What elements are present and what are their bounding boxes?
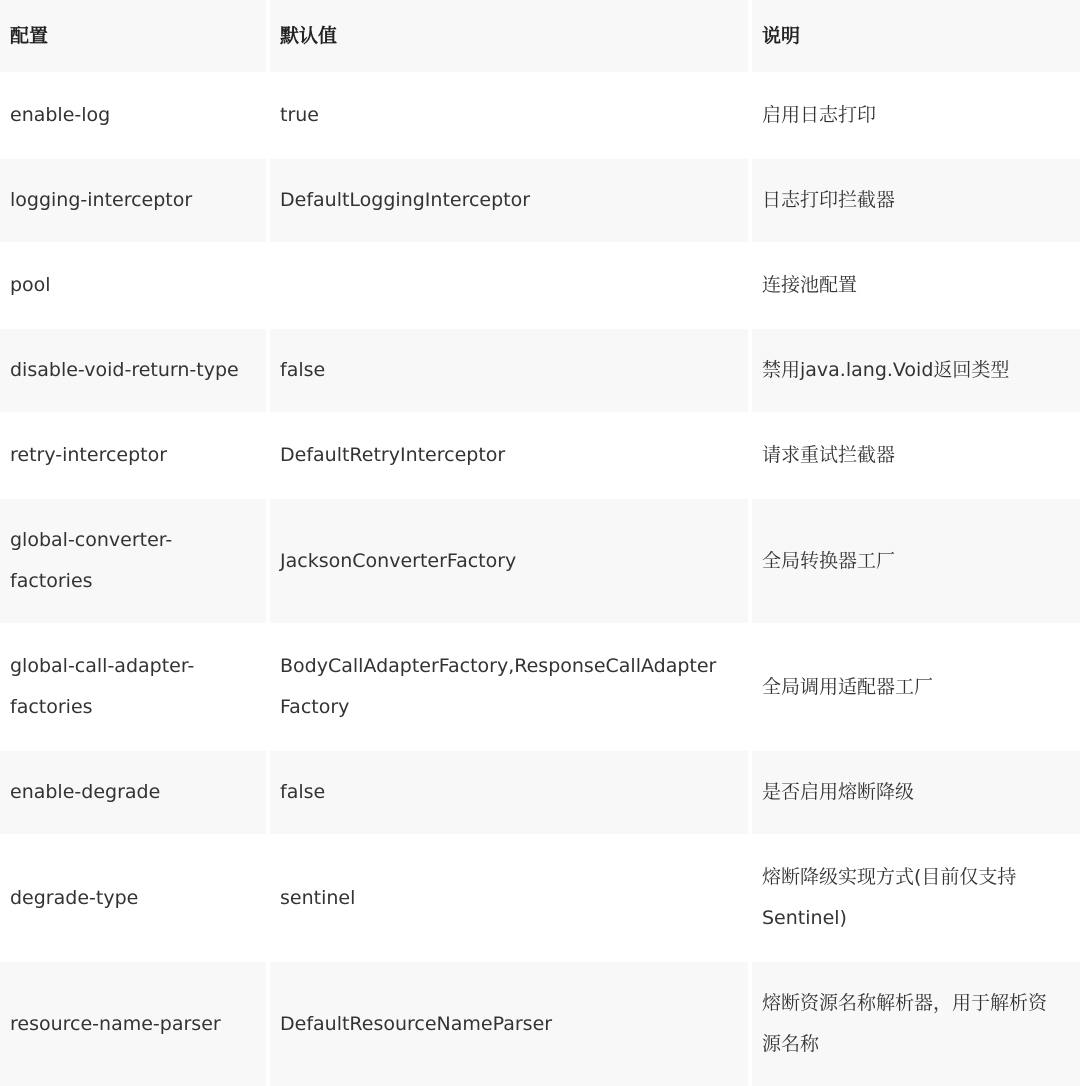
description-text: 是否启用熔断降级 [762, 781, 915, 803]
default-cell [270, 836, 748, 960]
header-config-label: 配置 [10, 24, 49, 47]
config-key: degrade-type [10, 886, 139, 909]
table-row [0, 244, 1080, 327]
config-cell [0, 329, 266, 412]
table-row [0, 329, 1080, 412]
config-key: global-converter- factories [10, 529, 173, 592]
config-cell [0, 625, 266, 749]
config-cell [0, 962, 266, 1086]
default-cell [270, 499, 748, 623]
description-cell [752, 74, 1080, 157]
table-row [0, 962, 1080, 1086]
default-value: JacksonConverterFactory [280, 549, 517, 572]
default-cell [270, 329, 748, 412]
config-cell [0, 414, 266, 497]
default-cell [270, 751, 748, 834]
table-row [0, 499, 1080, 623]
header-config [0, 0, 266, 72]
header-default [270, 0, 748, 72]
description-text: 连接池配置 [762, 274, 858, 296]
table-row [0, 625, 1080, 749]
config-cell [0, 244, 266, 327]
description-cell [752, 962, 1080, 1086]
description-text: 启用日志打印 [762, 104, 877, 126]
default-value: DefaultRetryInterceptor [280, 444, 506, 466]
default-cell [270, 962, 748, 1086]
config-cell [0, 836, 266, 960]
description-text: 禁用java.lang.Void返回类型 [762, 359, 1010, 381]
description-text: 请求重试拦截器 [762, 444, 896, 466]
config-key: global-call-adapter- factories [10, 655, 195, 718]
table-row [0, 836, 1080, 960]
default-cell [270, 625, 748, 749]
default-cell [270, 159, 748, 242]
default-value: false [280, 781, 326, 803]
config-cell [0, 74, 266, 157]
config-key: enable-log [10, 104, 111, 126]
config-cell [0, 159, 266, 242]
description-cell [752, 244, 1080, 327]
description-text: 日志打印拦截器 [762, 189, 896, 211]
default-cell [270, 414, 748, 497]
description-cell [752, 625, 1080, 749]
config-cell [0, 751, 266, 834]
config-key: disable-void-return-type [10, 359, 239, 381]
description-text: 全局调用适配器工厂 [762, 675, 934, 698]
table-row [0, 74, 1080, 157]
config-cell [0, 499, 266, 623]
default-cell [270, 244, 748, 327]
description-cell [752, 499, 1080, 623]
description-cell [752, 836, 1080, 960]
header-description [752, 0, 1080, 72]
default-value: false [280, 359, 326, 381]
description-cell [752, 414, 1080, 497]
config-key: enable-degrade [10, 781, 161, 803]
default-value: DefaultResourceNameParser [280, 1012, 553, 1035]
header-description-label: 说明 [762, 24, 801, 47]
default-value: sentinel [280, 886, 356, 909]
description-text: 熔断降级实现方式(目前仅支持 Sentinel) [762, 866, 1017, 929]
table-row [0, 751, 1080, 834]
table-row [0, 159, 1080, 242]
default-value: BodyCallAdapterFactory,ResponseCallAdapter Factory [280, 655, 717, 718]
default-cell [270, 74, 748, 157]
header-default-label: 默认值 [280, 24, 338, 47]
description-text: 熔断资源名称解析器，用于解析资 源名称 [762, 992, 1048, 1055]
default-value: DefaultLoggingInterceptor [280, 189, 531, 211]
config-key: retry-interceptor [10, 444, 168, 466]
config-key: resource-name-parser [10, 1012, 221, 1035]
table-header-row [0, 0, 1080, 72]
description-cell [752, 751, 1080, 834]
config-key: logging-interceptor [10, 189, 193, 211]
config-key: pool [10, 274, 51, 296]
table-row [0, 414, 1080, 497]
description-cell [752, 329, 1080, 412]
description-cell [752, 159, 1080, 242]
default-value: true [280, 104, 319, 126]
description-text: 全局转换器工厂 [762, 549, 896, 572]
